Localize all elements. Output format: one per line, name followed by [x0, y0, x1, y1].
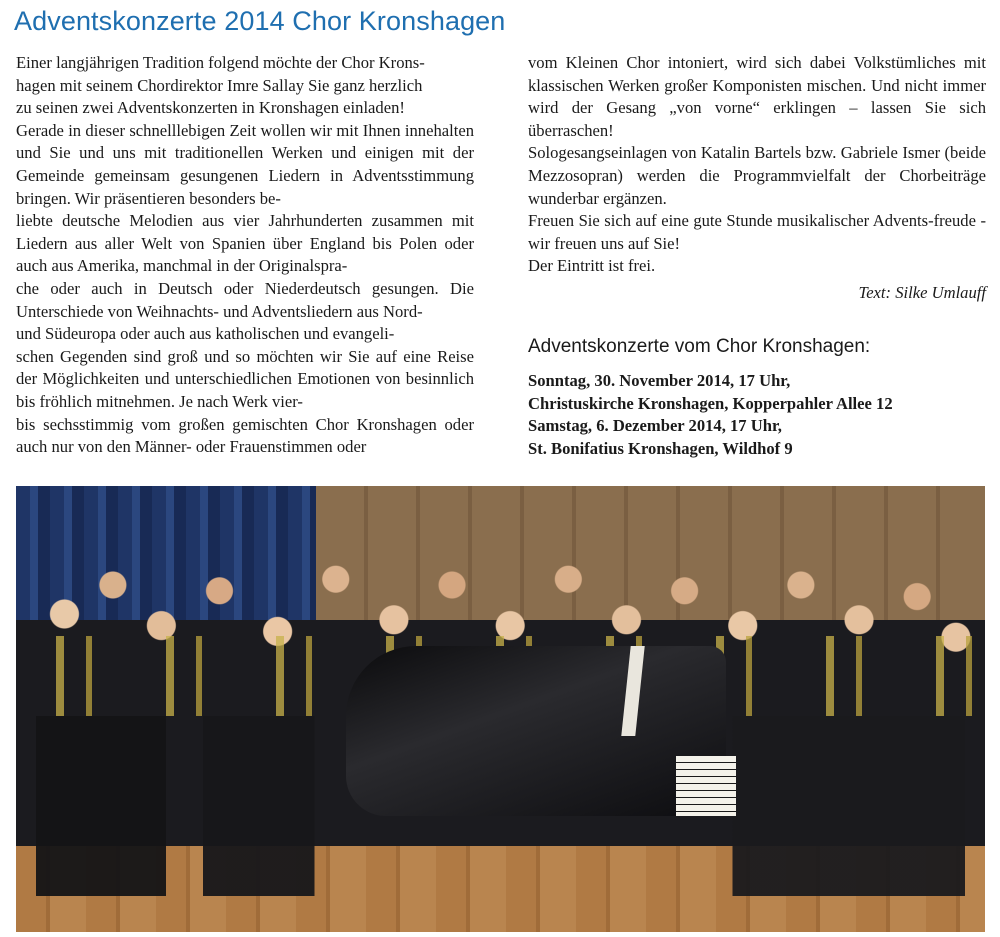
concert-date: Samstag, 6. Dezember 2014, 17 Uhr, — [528, 416, 782, 436]
choir-photo — [16, 486, 985, 932]
author-credit: Text: Silke Umlauff — [858, 282, 986, 302]
concert-list — [528, 370, 986, 460]
concerts-heading: Adventskonzerte vom Chor Kronshagen: — [528, 335, 871, 357]
piano-keys — [676, 756, 736, 816]
article-paragraph: Sologesangseinlagen von Katalin Bartels bzw. Gabriele Ismer (beide Mezzosopran) werden die Programmvielfalt der Chorbeiträge wunderbar ergänzen. — [528, 143, 986, 208]
article-paragraph: Freuen Sie sich auf eine gute Stunde musikalischer Advents-freude - wir freuen uns auf Sie! — [528, 211, 986, 253]
article-title: Adventskonzerte 2014 Chor Kronshagen — [14, 6, 506, 36]
article-left-column — [16, 52, 474, 459]
concert-venue: Christuskirche Kronshagen, Kopperpahler Allee 12 — [528, 393, 893, 413]
concert-venue: St. Bonifatius Kronshagen, Wildhof 9 — [528, 438, 793, 458]
article-paragraph: vom Kleinen Chor intoniert, wird sich dabei Volkstümliches mit klassischen Werken großer Komponisten mischen. Und nicht immer wird der Gesang „von vorne“ erklingen – lassen Sie sich überraschen! — [528, 53, 986, 140]
article-right-column — [528, 52, 986, 461]
grand-piano — [346, 646, 726, 816]
concert-date: Sonntag, 30. November 2014, 17 Uhr, — [528, 371, 791, 391]
article-body-left: Einer langjährigen Tradition folgend möchte der Chor Krons- hagen mit seinem Chordirektor Imre Sallay Sie ganz herzlich zu seinen zwei Adventskonzerten in Kronshagen einladen! Gerade in dieser schnelllebigen Zeit wollen wir mit Ihnen innehalten und Sie und uns mit traditionellen Werken und einigen mit der Gemeinde gemeinsam gesungenen Liedern in Adventsstimmung bringen. Wir präsentieren besonders be- liebte deutsche Melodien aus vier Jahrhunderten zusammen mit Liedern aus aller Welt von Spanien über England bis Polen oder auch aus Amerika, manchmal in der Originalspra- che oder auch in Deutsch oder Niederdeutsch gesungen. Die Unterschiede von Weihnachts- und Adventsliedern aus Nord- und Südeuropa oder auch aus katholischen und evangeli- schen Gegenden sind groß und so möchten wir Sie auf eine Reise der Möglichkeiten und unterschiedlichen Emotionen von besinnlich bis fröhlich mitnehmen. Je nach Werk vier- bis sechsstimmig vom großen gemischten Chor Kronshagen oder auch nur von den Männer- oder Frauenstimmen oder — [16, 53, 474, 457]
article-paragraph: Der Eintritt ist frei. — [528, 256, 656, 276]
